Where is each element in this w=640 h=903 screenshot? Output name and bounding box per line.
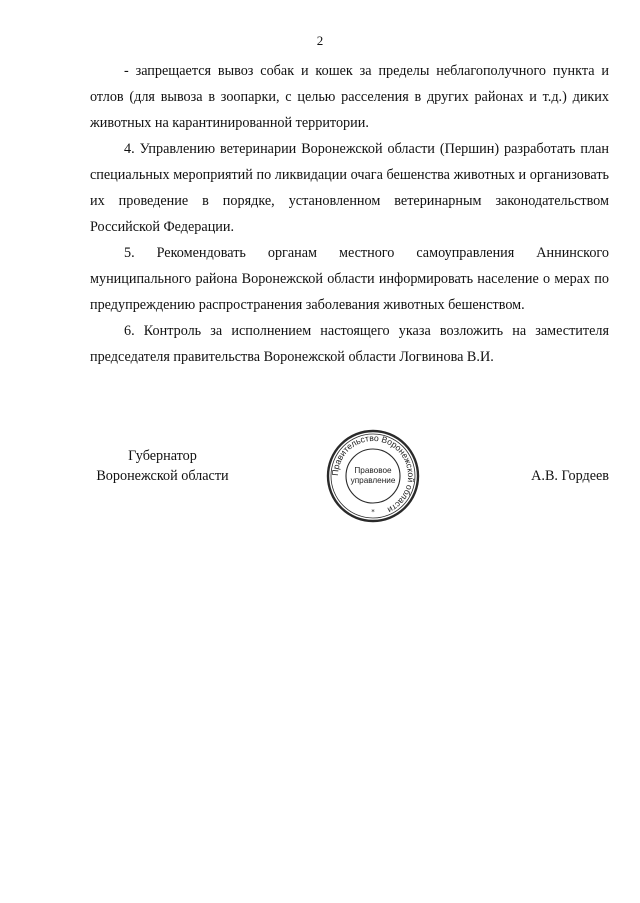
paragraph-prohibition: - запрещается вывоз собак и кошек за пределы неблагополучного пункта и отлов (для вывоза в зоопарки, с целью расселения в других районах и т.д.) диких животных на карантинированной территории. xyxy=(90,63,609,131)
document-body xyxy=(90,58,609,370)
signatory-name: А.В. Гордеев xyxy=(531,468,609,484)
stamp-center-text xyxy=(325,466,421,486)
official-stamp xyxy=(325,428,421,524)
signatory-title xyxy=(90,446,235,486)
stamp-center-line2: управление xyxy=(350,476,396,485)
stamp-star: * xyxy=(371,508,375,516)
paragraph-item-5: 5. Рекомендовать органам местного самоуправления Аннинского муниципального района Воронежской области информировать население о мерах по предупреждению распространения заболевания животных бешенством. xyxy=(90,245,609,313)
page-number: 2 xyxy=(316,33,324,48)
signatory-title-line2: Воронежской области xyxy=(96,468,229,484)
paragraph-item-4: 4. Управлению ветеринарии Воронежской области (Першин) разработать план специальных мероприятий по ликвидации очага бешенства животных и организовать их проведение в порядке, установленном ветеринарным законодательством Российской Федерации. xyxy=(90,141,609,235)
paragraph-item-6: 6. Контроль за исполнением настоящего указа возложить на заместителя председателя правительства Воронежской области Логвинова В.И. xyxy=(90,323,609,365)
stamp-center-line1: Правовое xyxy=(354,466,392,475)
stamp-ring-text: Правительство Воронежской области xyxy=(329,432,417,516)
signatory-title-line1: Губернатор xyxy=(128,448,197,464)
